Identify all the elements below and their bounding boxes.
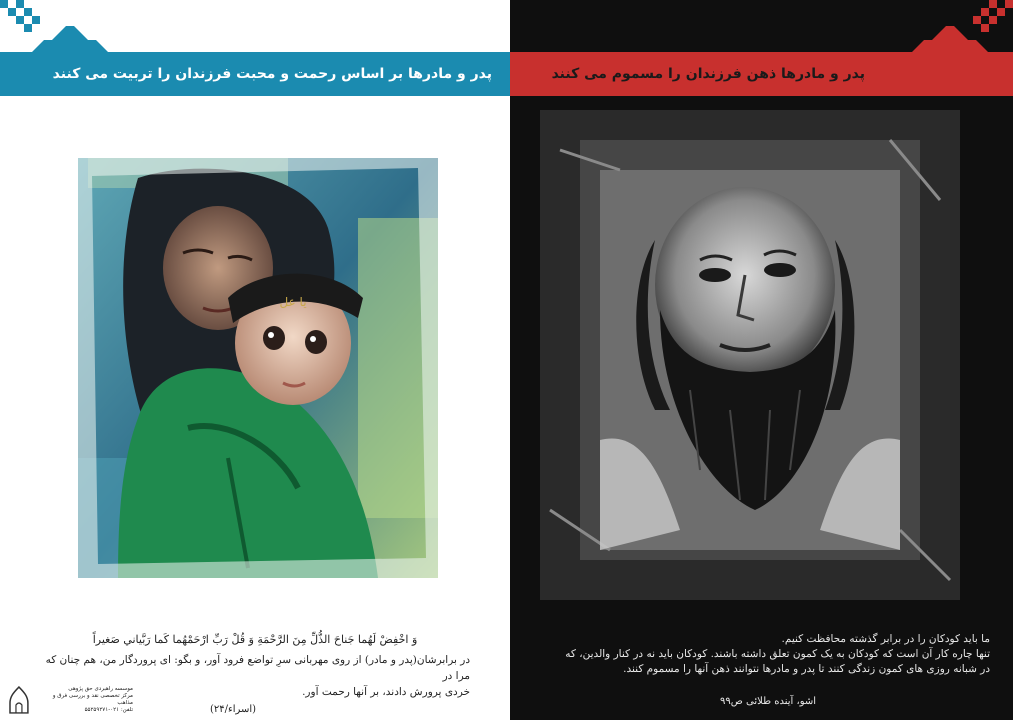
left-title: پدر و مادرها بر اساس رحمت و محبت فرزندان را تربیت می کنند xyxy=(52,66,492,82)
translation-line-2: خردی پرورش دادند، بر آنها رحمت آور. xyxy=(302,686,470,698)
quran-verse: وَ اخْفِضْ لَهُما جَناحَ الذُّلِّ مِنَ الرَّحْمَةِ وَ قُلْ رَبِّ ارْحَمْهُما كَما رَبَّياني صَغيراً xyxy=(92,633,418,646)
pixel-decoration xyxy=(1005,0,1013,8)
man-portrait-photo xyxy=(540,110,960,600)
pixel-decoration xyxy=(989,16,997,24)
translation-line-1: در برابرشان(پدر و مادر) از روی مهربانی سرِ تواضع فرود آور، و بگو: ای پروردگار من، هم چنان که مرا در xyxy=(45,654,470,682)
quote-line-1: ما باید کودکان را در برابر گذشته محافظت کنیم. xyxy=(781,633,990,645)
pixel-decoration xyxy=(16,0,24,8)
headband-text: یا عل xyxy=(279,295,307,309)
quote-line-3: در شبانه روزی های کمون زندگی کنند تا پدر و مادرها نتوانند ذهن آنها را مسموم کنند. xyxy=(623,663,990,675)
logo-line-3: تلفن: ۰۲۱-۵۵۲۵۹۲۷۱ xyxy=(84,707,133,713)
pixel-decoration xyxy=(8,8,16,16)
pixel-decoration xyxy=(24,8,32,16)
right-title: پدر و مادرها ذهن فرزندان را مسموم می کنند xyxy=(551,66,865,82)
logo-line-1: موسسه راهبردی حق پژوهی xyxy=(68,686,133,692)
pixel-decoration xyxy=(997,8,1005,16)
mosque-icon xyxy=(8,685,30,715)
pixel-decoration xyxy=(981,8,989,16)
right-panel xyxy=(510,0,1013,720)
right-citation: اشو، آینده طلائی ص۹۹ xyxy=(720,696,817,707)
quote-line-2: تنها چاره کار آن است که کودکان به یک کمون تعلق داشته باشند. کودکان باید نه در کنار والدین، که xyxy=(565,648,990,660)
banner-tab xyxy=(30,20,110,54)
right-text-block xyxy=(550,632,990,677)
right-banner xyxy=(510,52,1013,96)
pixel-decoration xyxy=(989,0,997,8)
pixel-decoration xyxy=(16,16,24,24)
left-citation: (اسراء/۲۴) xyxy=(210,704,257,715)
mother-child-photo xyxy=(78,158,438,578)
pixel-decoration xyxy=(0,0,8,8)
left-banner xyxy=(0,52,510,96)
logo-line-2: مرکز تخصصی نقد و بررسی فرق و مذاهب xyxy=(52,693,133,706)
publisher-logo xyxy=(8,680,133,720)
banner-tab xyxy=(910,20,990,54)
